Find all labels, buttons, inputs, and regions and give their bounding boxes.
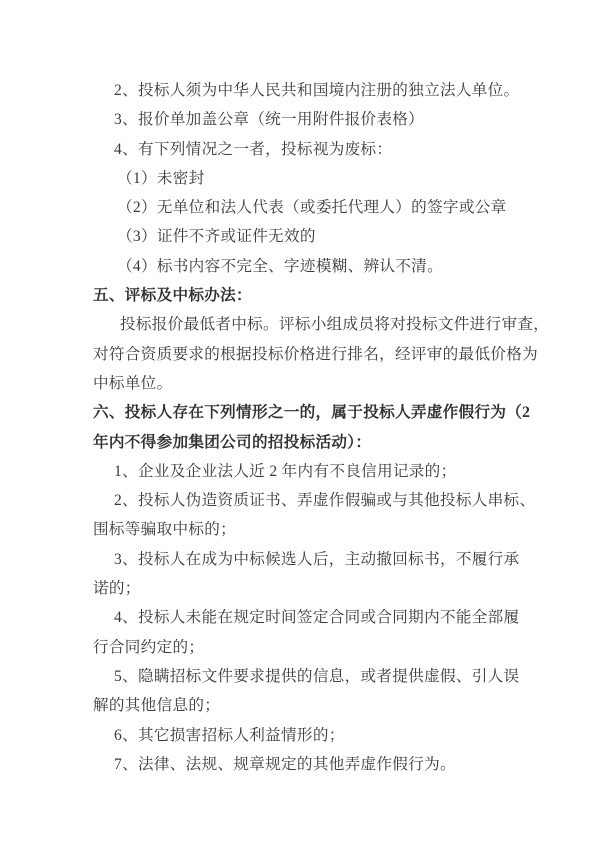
doc-line-item-6-6: 6、其它损害招标人利益情形的； xyxy=(114,726,345,744)
doc-line-item-6-5-cont: 解的其他信息的； xyxy=(93,697,221,715)
doc-line-item-4: 4、有下列情况之一者，投标视为废标： xyxy=(114,140,393,158)
doc-line-paragraph: 投标报价最低者中标。评标小组成员将对投标文件进行审查， xyxy=(120,316,550,334)
doc-line-item-6-3: 3、投标人在成为中标候选人后，主动撤回标书，不履行承 xyxy=(114,550,520,568)
doc-line-paragraph: 中标单位。 xyxy=(93,374,173,392)
doc-line-item-6-4-cont: 行合同约定的； xyxy=(93,638,205,656)
doc-line-subitem-3: （3）证件不齐或证件无效的 xyxy=(117,228,316,246)
doc-line-item-6-3-cont: 诺的； xyxy=(93,580,141,598)
section-heading-5: 五、评标及中标办法： xyxy=(93,287,252,305)
doc-line-item-6-5: 5、隐瞒招标文件要求提供的信息，或者提供虚假、引人误 xyxy=(114,667,520,685)
section-heading-6-cont: 年内不得参加集团公司的招投标活动）： xyxy=(93,433,372,451)
doc-line-item-3: 3、报价单加盖公章（统一用附件报价表格） xyxy=(114,111,425,129)
doc-line-item-6-4: 4、投标人未能在规定时间签定合同或合同期内不能全部履 xyxy=(114,609,520,627)
doc-line-item-6-1: 1、企业及企业法人近 2 年内有不良信用记录的； xyxy=(114,462,457,480)
document-body xyxy=(93,76,553,779)
section-heading-6: 六、投标人存在下列情形之一的，属于投标人弄虚作假行为（2 xyxy=(93,404,531,422)
doc-line-subitem-4: （4）标书内容不完全、字迹模糊、辨认不清。 xyxy=(117,257,443,275)
doc-line-subitem-1: （1）未密封 xyxy=(117,169,205,187)
doc-line-item-6-2-cont: 围标等骗取中标的； xyxy=(93,521,237,539)
doc-line-item-6-7: 7、法律、法规、规章规定的其他弄虚作假行为。 xyxy=(114,755,456,773)
doc-line-paragraph: 对符合资质要求的根据投标价格进行排名，经评审的最低价格为 xyxy=(93,345,539,363)
doc-line-item-2: 2、投标人须为中华人民共和国境内注册的独立法人单位。 xyxy=(114,82,520,99)
doc-line-subitem-2: （2）无单位和法人代表（或委托代理人）的签字或公章 xyxy=(117,199,507,217)
doc-line-item-6-2: 2、投标人伪造资质证书、弄虚作假骗或与其他投标人串标、 xyxy=(114,492,536,510)
